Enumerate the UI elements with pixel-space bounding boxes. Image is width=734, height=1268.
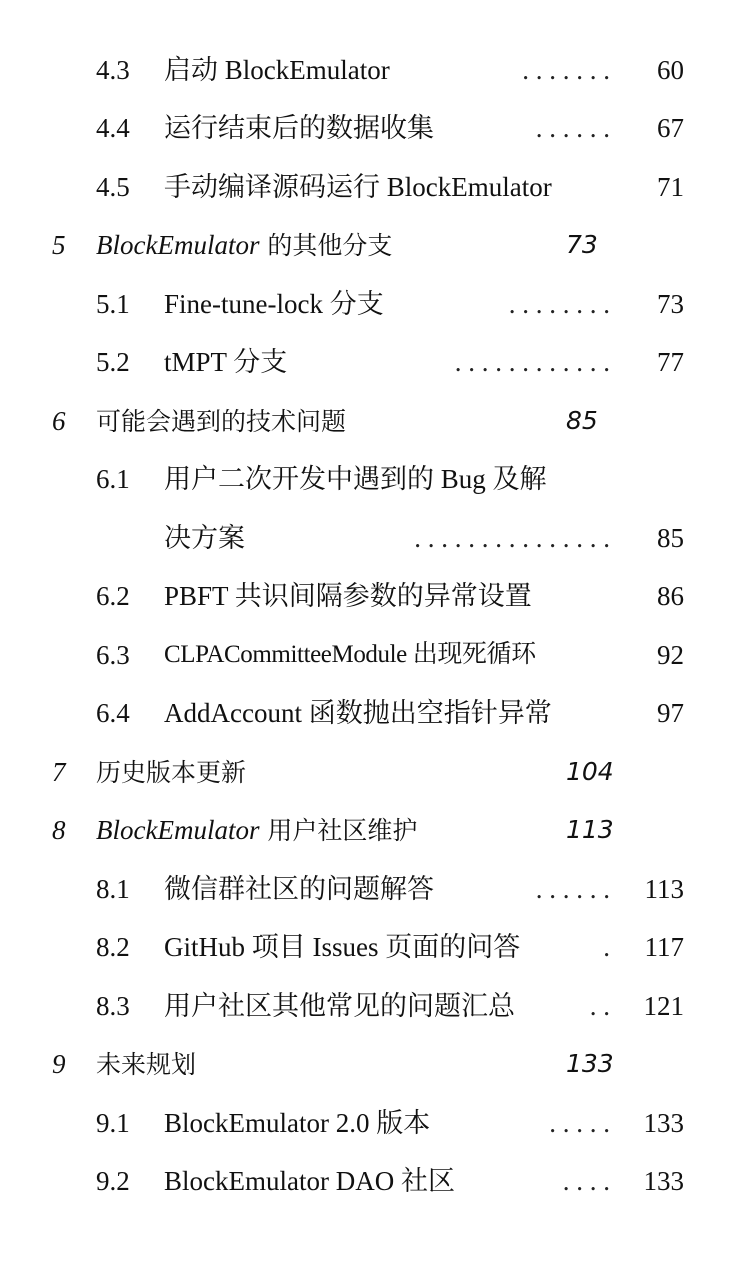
dot-leader: . . . . . . [535,874,610,904]
chapter-title-cjk: 历史版本更新 [96,758,247,787]
page-number: 71 [657,172,684,202]
page-number: 73 [566,230,598,259]
dot-leader: . [603,932,610,962]
page-number: 113 [644,874,684,904]
section-title-continued: 决方案 [164,523,245,553]
chapter-number: 8 [52,815,66,845]
section-number: 5.1 [96,289,130,319]
chapter-title-cjk: 可能会遇到的技术问题 [96,407,347,436]
toc-entry-9-1[interactable] [0,1103,734,1143]
toc-entry-6-2[interactable] [0,576,734,616]
dot-leader: . . . . . . [535,113,610,143]
section-title: AddAccount 函数抛出空指针异常 [164,698,552,728]
chapter-number: 9 [52,1049,66,1079]
page-number: 60 [657,55,684,85]
section-title: 微信群社区的问题解答 [164,874,434,904]
chapter-title-cjk: 用户社区维护 [259,816,418,845]
toc-entry-8-3[interactable] [0,986,734,1026]
section-number: 8.1 [96,874,130,904]
page-number: 121 [643,991,684,1021]
toc-chapter-6[interactable] [0,401,734,441]
section-title: GitHub 项目 Issues 页面的问答 [164,932,521,962]
toc-entry-5-2[interactable] [0,342,734,382]
section-title: 用户社区其他常见的问题汇总 [164,991,515,1021]
dot-leader: . . . . . [549,1108,610,1138]
toc-entry-5-1[interactable] [0,284,734,324]
chapter-title-cjk: 的其他分支 [259,231,393,260]
section-number: 8.3 [96,991,130,1021]
chapter-title [96,752,246,793]
dot-leader: . . [589,991,610,1021]
toc-chapter-7[interactable] [0,752,734,792]
section-title: tMPT 分支 [164,347,288,377]
toc-entry-4-5[interactable] [0,167,734,207]
toc-entry-6-4[interactable] [0,693,734,733]
section-number: 4.5 [96,172,130,202]
toc-chapter-5[interactable] [0,225,734,265]
toc-entry-6-3[interactable] [0,635,734,675]
page-number: 85 [657,523,684,553]
chapter-title [96,401,346,442]
toc-entry-4-3[interactable] [0,50,734,90]
section-number: 6.1 [96,464,130,494]
toc-entry-4-4[interactable] [0,108,734,148]
page-number: 73 [657,289,684,319]
dot-leader: . . . . . . . . [508,289,610,319]
chapter-number: 5 [52,230,66,260]
chapter-title [96,1044,196,1085]
chapter-number: 7 [52,757,66,787]
page-number: 92 [657,640,684,670]
section-title: 用户二次开发中遇到的 Bug 及解 [164,464,547,494]
dot-leader: . . . . . . . [522,55,610,85]
section-number: 5.2 [96,347,130,377]
page-number: 133 [643,1166,684,1196]
page-number: 97 [657,698,684,728]
section-number: 9.1 [96,1108,130,1138]
section-title: BlockEmulator DAO 社区 [164,1166,455,1196]
toc-entry-9-2[interactable] [0,1161,734,1201]
toc-entry-8-2[interactable] [0,927,734,967]
toc-chapter-8[interactable] [0,810,734,850]
section-number: 4.3 [96,55,130,85]
section-title: CLPACommitteeModule 出现死循环 [164,641,536,668]
section-title: PBFT 共识间隔参数的异常设置 [164,581,532,611]
dot-leader: . . . . . . . . . . . . . . . [414,523,610,553]
toc-entry-6-1-continued[interactable] [0,518,734,558]
chapter-title-latin: BlockEmulator [96,230,260,260]
page-number: 85 [566,406,598,435]
chapter-number: 6 [52,406,66,436]
section-number: 8.2 [96,932,130,962]
page-number: 113 [566,815,614,844]
section-number: 9.2 [96,1166,130,1196]
page-number: 117 [644,932,684,962]
dot-leader: . . . . [562,1166,610,1196]
section-title: BlockEmulator 2.0 版本 [164,1108,431,1138]
page-number: 86 [657,581,684,611]
section-title: 启动 BlockEmulator [164,55,390,85]
section-number: 6.4 [96,698,130,728]
page-number: 77 [657,347,684,377]
section-title: Fine-tune-lock 分支 [164,289,384,319]
section-title: 手动编译源码运行 BlockEmulator [164,172,552,202]
page-number: 133 [643,1108,684,1138]
dot-leader: . . . . . . . . . . . . [454,347,610,377]
section-number: 6.3 [96,640,130,670]
toc-entry-8-1[interactable] [0,869,734,909]
section-number: 6.2 [96,581,130,611]
chapter-title [96,225,392,266]
toc-chapter-9[interactable] [0,1044,734,1084]
section-number: 4.4 [96,113,130,143]
page-number: 133 [566,1049,614,1078]
chapter-title [96,810,417,851]
page-number: 104 [566,757,614,786]
toc-entry-6-1[interactable] [0,459,734,499]
chapter-title-cjk: 未来规划 [96,1050,197,1079]
page-number: 67 [657,113,684,143]
chapter-title-latin: BlockEmulator [96,815,260,845]
section-title: 运行结束后的数据收集 [164,113,434,143]
